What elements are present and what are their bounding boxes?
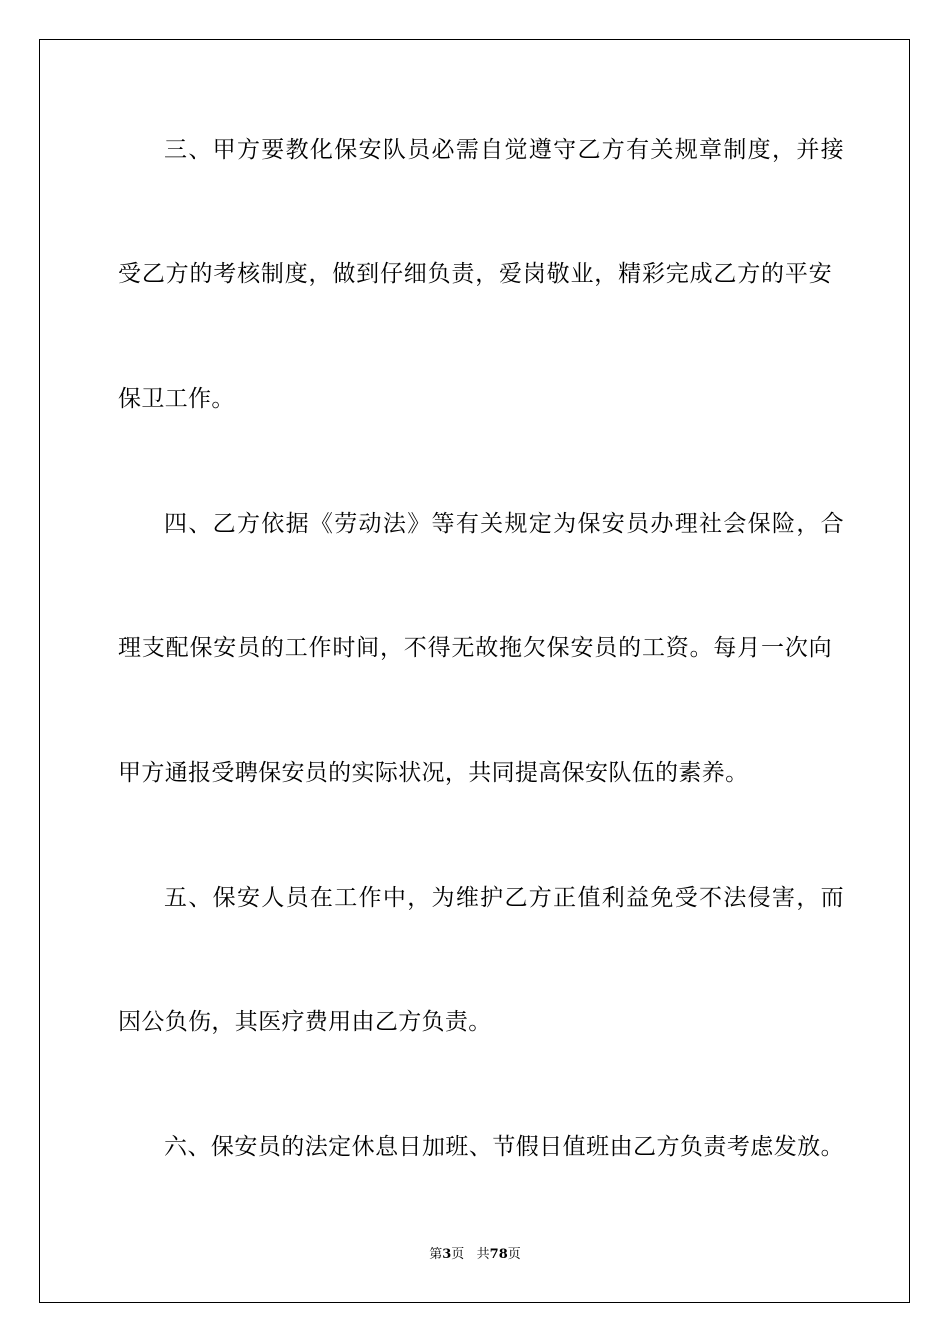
paragraph-3-line-1: 三、甲方要教化保安队员必需自觉遵守乙方有关规章制度，并接 <box>164 137 844 163</box>
paragraph-4-line-2: 理支配保安员的工作时间，不得无故拖欠保安员的工资。每月一次向 <box>118 635 832 661</box>
paragraph-4-line-3: 甲方通报受聘保安员的实际状况，共同提高保安队伍的素养。 <box>118 760 749 786</box>
footer-page-number: 3 <box>442 1247 452 1262</box>
paragraph-5-line-2: 因公负伤，其医疗费用由乙方负责。 <box>118 1009 492 1035</box>
paragraph-6-line-1: 六、保安员的法定休息日加班、节假日值班由乙方负责考虑发放。 <box>164 1134 844 1160</box>
footer-page-prefix: 第 <box>429 1247 443 1262</box>
paragraph-4-line-1: 四、乙方依据《劳动法》等有关规定为保安员办理社会保险，合 <box>164 511 844 537</box>
page-border <box>39 39 910 1303</box>
footer-total-pages: 78 <box>489 1247 508 1262</box>
footer-page-suffix: 页 共 <box>451 1247 490 1262</box>
footer-total-suffix: 页 <box>507 1247 521 1262</box>
page-footer <box>0 1246 950 1264</box>
paragraph-3-line-3: 保卫工作。 <box>118 386 235 412</box>
paragraph-5-line-1: 五、保安人员在工作中，为维护乙方正值利益免受不法侵害，而 <box>164 885 844 911</box>
paragraph-3-line-2: 受乙方的考核制度，做到仔细负责，爱岗敬业，精彩完成乙方的平安 <box>118 261 832 287</box>
